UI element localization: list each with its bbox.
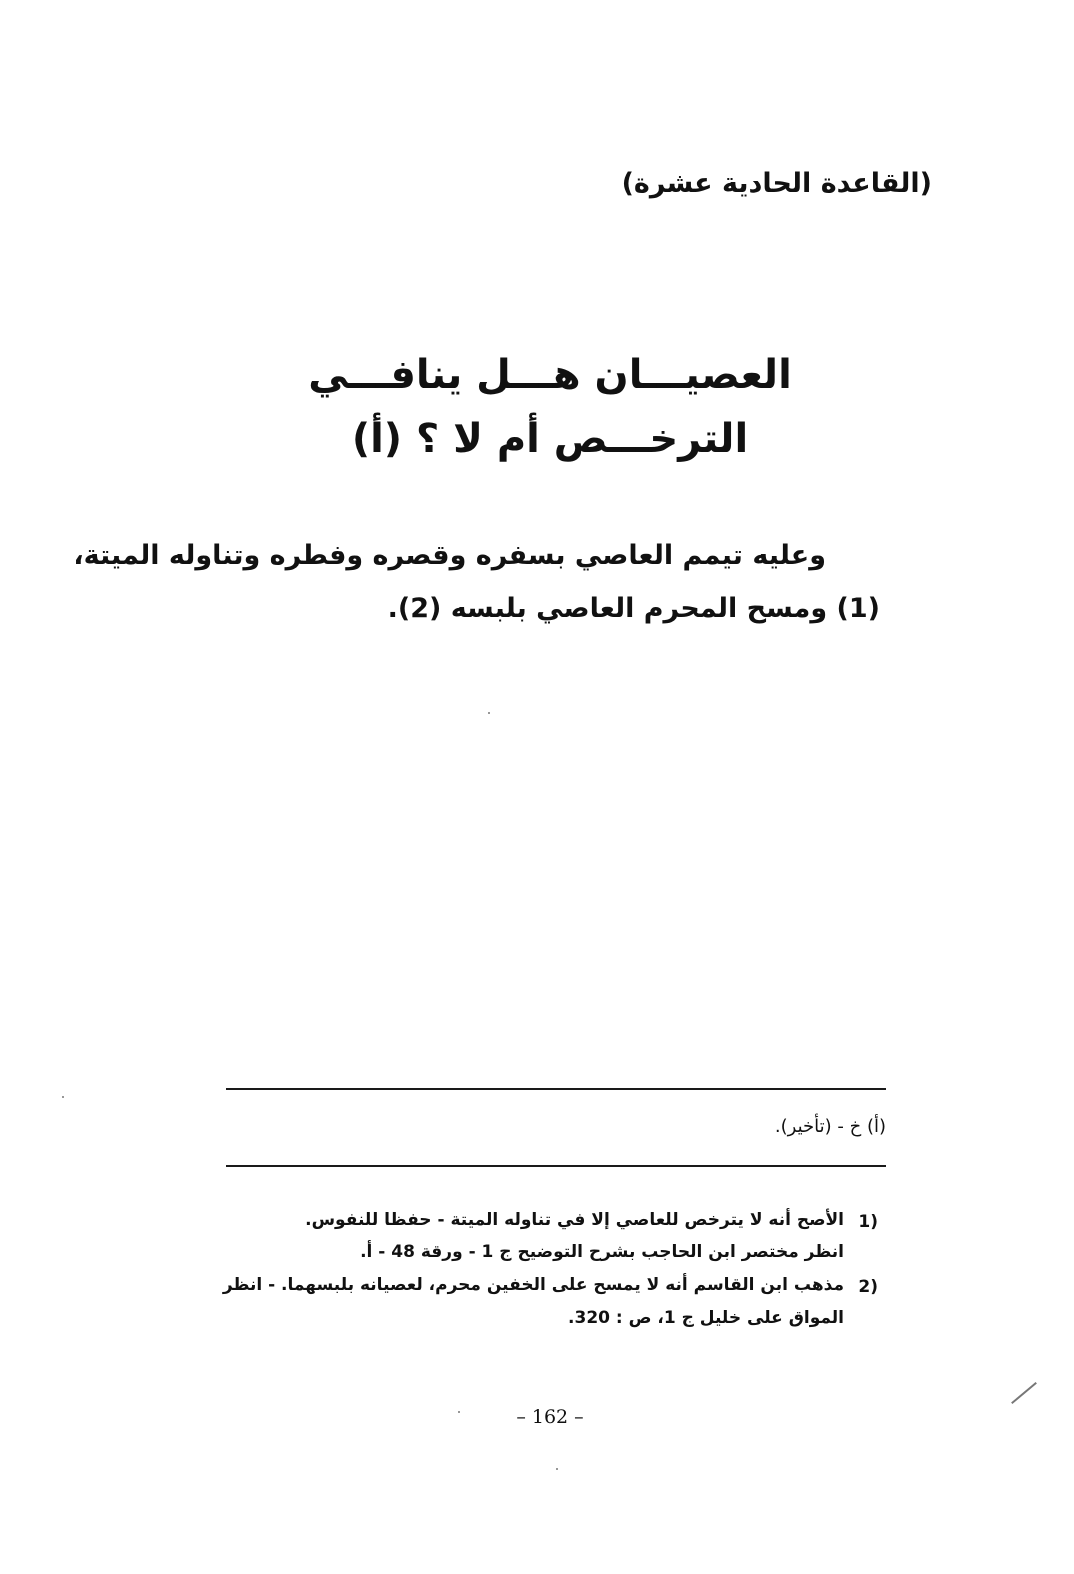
scan-speck (458, 1411, 460, 1413)
footnote-divider-bottom (226, 1165, 886, 1167)
scan-speck (62, 1096, 64, 1098)
body-text-line-2: (1) ومسح المحرم العاصي بلبسه (2). (387, 593, 880, 624)
body-text-line-1: وعليه تيمم العاصي بسفره وقصره وفطره وتناوله الميتة، (73, 540, 826, 571)
page-number: – 162 – (516, 1406, 584, 1428)
footnote-divider-top (226, 1088, 886, 1090)
footnote-2-number: (2 (858, 1277, 878, 1297)
footnote-2-line-1: مذهب ابن القاسم أنه لا يمسح على الخفين محرم، لعصيانه بلبسهما. - انظر (222, 1275, 844, 1295)
chapter-title-line-2: الترخـــص أم لا ؟ (أ) (351, 416, 749, 462)
footnote-1-line-2: انظر مختصر ابن الحاجب بشرح التوضيح ج 1 - ورقة 48 - أ. (360, 1242, 844, 1262)
manuscript-variant-note: (أ) خ - (تأخير). (774, 1116, 886, 1137)
scan-speck (556, 1468, 558, 1470)
rule-label: (القاعدة الحادية عشرة) (621, 168, 932, 199)
footnote-2-line-2: المواق على خليل ج 1، ص : 320. (568, 1308, 844, 1328)
footnote-1-number: (1 (858, 1212, 878, 1232)
scan-stray-mark (1011, 1382, 1037, 1404)
scan-speck (488, 712, 490, 714)
chapter-title-line-1: العصيـــان هـــل ينافـــي (308, 352, 792, 398)
footnote-1-line-1: الأصح أنه لا يترخص للعاصي إلا في تناوله الميتة - حفظا للنفوس. (305, 1210, 844, 1230)
